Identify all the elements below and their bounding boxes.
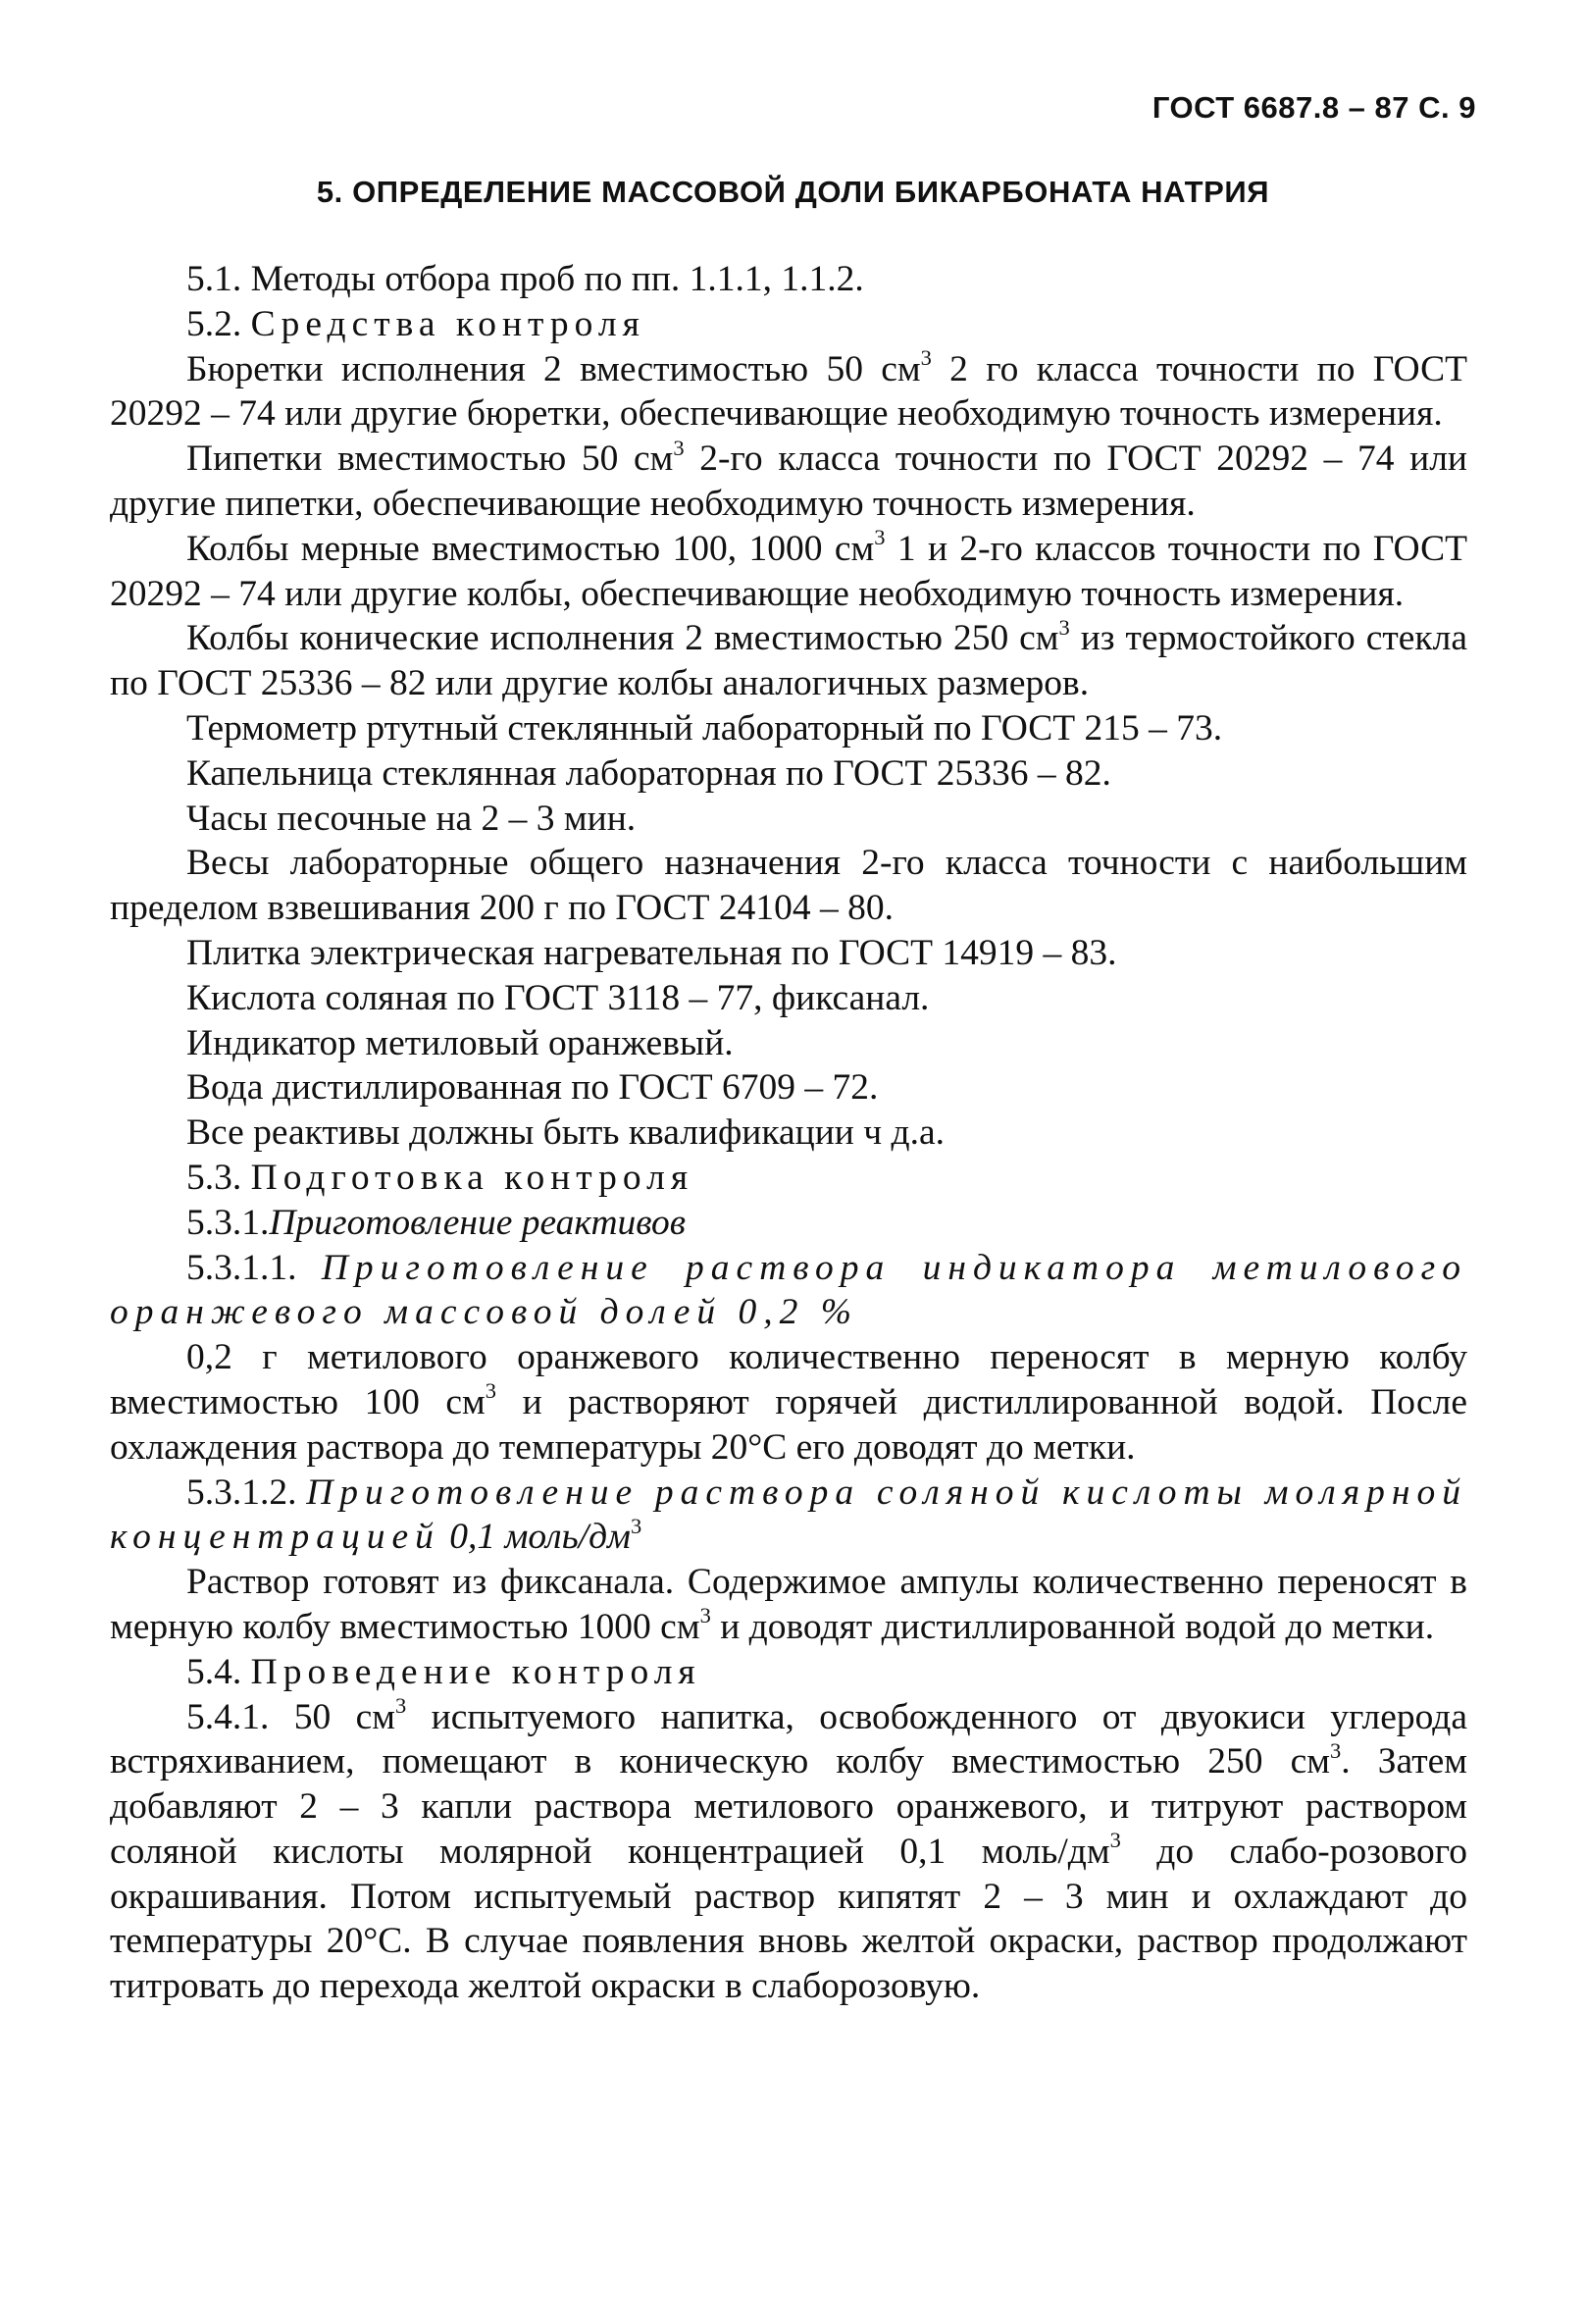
heading-5-4 bbox=[110, 1650, 1467, 1695]
text-run: Бюретки исполнения 2 вместимостью 50 см bbox=[186, 348, 921, 389]
text-run: из термостойкого стекла по ГОСТ 25336 – 82 или другие колбы аналогичных размеров. bbox=[110, 618, 1467, 704]
paragraph-pipettes bbox=[110, 437, 1467, 527]
paragraph-volumetric-flasks bbox=[110, 527, 1467, 617]
heading-number: 5.4. bbox=[186, 1651, 242, 1692]
text-run: 5.4.1. 50 см bbox=[186, 1696, 396, 1737]
heading-5-2 bbox=[110, 302, 1467, 347]
page-header: ГОСТ 6687.8 – 87 С. 9 bbox=[1151, 90, 1476, 125]
paragraph-indicator: Индикатор метиловый оранжевый. bbox=[186, 1022, 734, 1063]
superscript: 3 bbox=[631, 1513, 642, 1538]
heading-title: Приготовление раствора соляной кислоты молярной концентрацией bbox=[110, 1472, 1468, 1558]
paragraph-indicator-prep bbox=[110, 1335, 1467, 1470]
superscript: 3 bbox=[874, 525, 886, 550]
superscript: 3 bbox=[395, 1693, 407, 1718]
text-run: и растворяют горячей дистиллированной водой. После охлаждения раствора до температуры 20°С его доводят до метки. bbox=[110, 1381, 1467, 1468]
heading-5-3 bbox=[110, 1156, 1467, 1201]
superscript: 3 bbox=[920, 345, 932, 371]
text-run: и доводят дистиллированной водой до метки. bbox=[710, 1606, 1435, 1647]
text-run: . Затем добавляют 2 – 3 капли раствора метилового оранжевого, и титруют раствором соляной кислоты молярной концентрацией 0,1 моль/дм bbox=[110, 1741, 1467, 1872]
text-run: 0,2 г метилового оранжевого количественно переносят в мерную колбу вместимостью 100 см bbox=[110, 1337, 1467, 1422]
paragraph-hotplate: Плитка электрическая нагревательная по ГОСТ 14919 – 83. bbox=[186, 932, 1117, 973]
superscript: 3 bbox=[485, 1378, 497, 1404]
heading-number: 5.3.1. bbox=[186, 1202, 270, 1243]
heading-title: Средства контроля bbox=[250, 303, 645, 344]
superscript: 3 bbox=[673, 435, 685, 460]
heading-number: 5.2. bbox=[186, 303, 242, 344]
paragraph-acid: Кислота соляная по ГОСТ 3118 – 77, фиксанал. bbox=[186, 977, 930, 1018]
superscript: 3 bbox=[699, 1603, 711, 1628]
superscript: 3 bbox=[1109, 1828, 1121, 1853]
paragraph-dropper: Капельница стеклянная лабораторная по ГОСТ 25336 – 82. bbox=[186, 752, 1111, 794]
paragraph-conical-flasks bbox=[110, 616, 1467, 706]
text-run: Колбы мерные вместимостью 100, 1000 см bbox=[186, 528, 875, 569]
text-run: испытуемого напитка, освобожденного от двуокиси углерода встряхиванием, помещают в коническую колбу вместимостью 250 см bbox=[110, 1696, 1467, 1782]
text-run: до слабо-розового окрашивания. Потом испытуемый раствор кипятят 2 – 3 мин и охлаждают до температуры 20°С. В случае появления вновь желтой окраски, раствор продолжают титровать до перехода желтой окраски в слаборозовую. bbox=[110, 1831, 1467, 2007]
heading-number: 5.3.1.1. bbox=[186, 1247, 297, 1288]
heading-title: Приготовление реактивов bbox=[269, 1202, 687, 1243]
paragraph-water: Вода дистиллированная по ГОСТ 6709 – 72. bbox=[186, 1067, 879, 1109]
paragraph-acid-prep bbox=[110, 1560, 1467, 1650]
heading-unit: 0,1 моль/дм bbox=[449, 1517, 631, 1558]
heading-number: 5.3. bbox=[186, 1157, 242, 1198]
heading-5-3-1 bbox=[110, 1201, 1467, 1246]
heading-5-3-1-1 bbox=[110, 1246, 1467, 1336]
paragraph-hourglass: Часы песочные на 2 – 3 мин. bbox=[186, 798, 637, 839]
heading-title: Приготовление раствора индикатора метилового оранжевого массовой долей 0,2 % bbox=[110, 1247, 1468, 1333]
paragraph-thermometer: Термометр ртутный стеклянный лабораторный по ГОСТ 215 – 73. bbox=[186, 707, 1223, 749]
text-run: Колбы конические исполнения 2 вместимостью 250 см bbox=[186, 618, 1059, 659]
superscript: 3 bbox=[1330, 1737, 1342, 1763]
document-body bbox=[110, 257, 1467, 2009]
section-title: 5. ОПРЕДЕЛЕНИЕ МАССОВОЙ ДОЛИ БИКАРБОНАТА НАТРИЯ bbox=[316, 175, 1270, 209]
heading-title: Проведение контроля bbox=[250, 1651, 701, 1692]
paragraph-5-1: 5.1. Методы отбора проб по пп. 1.1.1, 1.1.2. bbox=[186, 259, 864, 299]
text-run: 2-го класса точности по ГОСТ 20292 – 74 или другие пипетки, обеспечивающие необходимую точность измерения. bbox=[110, 439, 1467, 524]
paragraph-scales: Весы лабораторные общего назначения 2-го класса точности с наибольшим пределом взвешивания 200 г по ГОСТ 24104 – 80. bbox=[110, 843, 1467, 929]
heading-title: Подготовка контроля bbox=[250, 1157, 694, 1198]
paragraph-reagents: Все реактивы должны быть квалификации ч д.а. bbox=[186, 1112, 945, 1154]
text-run: 2 го класса точности по ГОСТ 20292 – 74 или другие бюретки, обеспечивающие необходимую точность измерения. bbox=[110, 348, 1467, 435]
paragraph-burettes bbox=[110, 347, 1467, 438]
text-run: Пипетки вместимостью 50 см bbox=[186, 439, 674, 480]
text-run: Раствор готовят из фиксанала. Содержимое ампулы количественно переносят в мерную колбу вместимостью 1000 см bbox=[110, 1562, 1467, 1647]
paragraph-5-4-1 bbox=[110, 1695, 1467, 2010]
heading-5-3-1-2 bbox=[110, 1471, 1467, 1561]
heading-number: 5.3.1.2. bbox=[186, 1472, 297, 1513]
superscript: 3 bbox=[1058, 614, 1070, 640]
text-run: 1 и 2-го классов точности по ГОСТ 20292 – 74 или другие колбы, обеспечивающие необходимую точность измерения. bbox=[110, 528, 1467, 614]
